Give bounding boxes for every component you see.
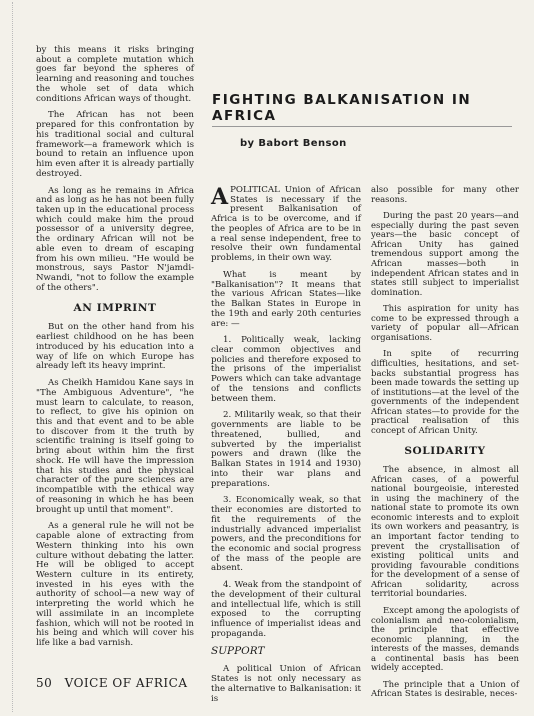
title-divider — [212, 126, 512, 127]
paragraph: During the past 20 years—and especially during the past seven years—the basic concept of African Unity has gained tremendous support among the African masses—both in independent African states and in states still subject to imperialist domination. — [371, 211, 519, 298]
paragraph: The principle that a Union of African States is desirable, neces- — [371, 679, 519, 700]
section-heading: AN IMPRINT — [73, 301, 157, 314]
paragraph: What is meant by "Balkanisation"? It means that the various African States—like the Balkan States in Europe in the 19th and early 20th centuries are: — — [211, 269, 361, 329]
section-heading: SUPPORT — [211, 644, 265, 657]
paragraph: The African has not been prepared for this confrontation by his traditional social and cultural framework—a framework which is bound to retain an influence upon him even after it is already partially destroyed. — [36, 110, 194, 179]
paragraph: This aspiration for unity has come to be expressed through a variety of popular all—African organisations. — [371, 304, 519, 343]
drop-cap: A — [211, 184, 229, 210]
article-byline: by Babort Benson — [240, 138, 347, 149]
publication-name: VOICE OF AFRICA — [64, 676, 188, 690]
article-title: FIGHTING BALKANISATION IN AFRICA — [212, 92, 472, 124]
column-right — [371, 186, 519, 707]
list-item: 2. Militarily weak, so that their governments are liable to be threatened, bullied, and subverted by the imperialist powers and drawn (like the Balkan States in 1914 and 1930) into their war plans and preparations. — [211, 410, 361, 489]
paragraph: But on the other hand from his earliest childhood on he has been introduced by his education into a way of life on which Europe has already left its heavy imprint. — [36, 322, 194, 372]
list-item: 3. Economically weak, so that their economies are distorted to fit the requirements of the industrially advanced imperialist powers, and the preconditions for the economic and social progress of the mass of the people are absent. — [211, 495, 361, 574]
paragraph: A political Union of African States is not only necessary as the alternative to Balkanisation: it is — [211, 664, 361, 704]
section-heading: SOLIDARITY — [404, 444, 486, 457]
paragraph: by this means it risks bringing about a complete mutation which goes far beyond the spheres of learning and reasoning and touches the whole set of data which conditions African ways of thought. — [36, 45, 194, 104]
paragraph: As a general rule he will not be capable alone of extracting from Western thinking into his own culture without debating the latter. He will be obliged to accept Western culture in its entirety, invested in his eyes with the authority of school—a new way of interpreting the world which he will assimilate in an incomplete fashion, which will not be rooted in his being and which will cover his life like a bad varnish. — [36, 521, 194, 649]
lead-text: POLITICAL Union of African States is necessary if the present Balkanisation of Africa is to be overcome, and if the peoples of Africa are to be in a real sense independent, free to resolve their own fundamental problems, in their own way. — [211, 185, 361, 264]
paragraph: also possible for many other reasons. — [371, 185, 519, 205]
paragraph: In spite of recurring difficulties, hesitations, and set-backs substantial progress has been made towards the setting up of institutions—at the level of the governments of the independent African states—to provide for the practical realisation of this concept of African Unity. — [371, 349, 519, 436]
page-number: 50 — [36, 676, 53, 690]
paragraph: The absence, in almost all African cases, of a powerful national bourgeoisie, interested in using the machinery of the national state to promote its own economic interests and to exploit its own workers and peasantry, is an important factor tending to prevent the crystallisation of existing political units and providing favourable conditions for the development of a sense of African solidarity, across territorial boundaries. — [371, 465, 519, 600]
list-item: 1. Politically weak, lacking clear common objectives and policies and therefore exposed to the prisons of the imperialist Powers which can take advantage of the tensions and conflicts between them. — [211, 335, 361, 404]
column-middle — [211, 186, 361, 711]
paragraph: As Cheikh Hamidou Kane says in "The Ambiguous Adventure", "he must learn to calculate, to reason, to reflect, to give his opinion on this and that event and to be able to discover from it the truth by scientific training is itself going to bring about within him the first shock. He will have the impression that his studies and the physical character of the pure sciences are incompatible with the ethical way of reasoning in which he has been brought up until that moment". — [36, 378, 194, 515]
page-margin-edge — [2, 2, 13, 712]
column-left — [36, 46, 194, 656]
list-item: 4. Weak from the standpoint of the development of their cultural and intellectual life, which is still exposed to the corrupting influence of imperialist ideas and propaganda. — [211, 580, 361, 639]
lead-paragraph — [211, 186, 361, 264]
paragraph: Except among the apologists of colonialism and neo-colonialism, the principle that effective economic planning, in the interests of the masses, demands a continental basis has been widely accepted. — [371, 605, 519, 674]
paragraph: As long as he remains in Africa and as long as he has not been fully taken up in the educational process which could make him the proud possessor of a university degree, the ordinary African will not be able even to dream of escaping from his own milieu. "He would be monstrous, says Pastor N'jamdi-Nwandi, "not to follow the example of the others". — [36, 185, 194, 293]
page-footer — [36, 676, 196, 690]
